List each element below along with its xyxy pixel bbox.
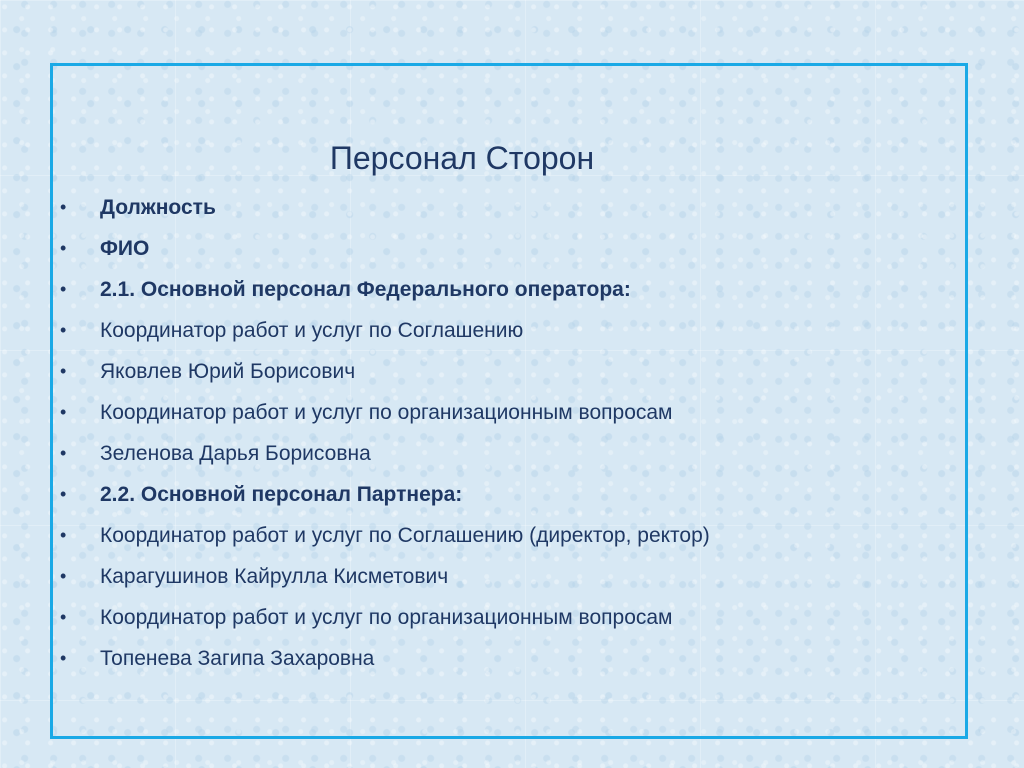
list-item-text: Топенева Загипа Захаровна [100, 647, 375, 670]
slide-title: Персонал Сторон [329, 140, 595, 176]
list-item [58, 392, 710, 433]
list-item [58, 351, 710, 392]
bullet-icon: • [60, 402, 67, 422]
bullet-icon: • [60, 361, 67, 381]
list-item [58, 515, 710, 556]
list-item-text: Координатор работ и услуг по организационным вопросам [100, 401, 673, 424]
bullet-icon: • [60, 197, 67, 217]
list-item [58, 556, 710, 597]
list-item-text: 2.1. Основной персонал Федерального оператора: [100, 278, 631, 301]
list-item-text: Координатор работ и услуг по Соглашению [100, 319, 524, 342]
bullet-icon: • [60, 607, 67, 627]
list-item [58, 310, 710, 351]
list-item [58, 187, 710, 228]
list-item-text: Карагушинов Кайрулла Кисметович [100, 565, 449, 588]
list-item-text: ФИО [100, 237, 150, 260]
list-item-text: Яковлев Юрий Борисович [100, 360, 356, 383]
bullet-icon: • [60, 484, 67, 504]
list-item [58, 638, 710, 679]
list-item-text: Координатор работ и услуг по Соглашению (директор, ректор) [100, 524, 710, 547]
bullet-list [58, 187, 710, 679]
list-item [58, 433, 710, 474]
bullet-icon: • [60, 525, 67, 545]
list-item-text: Должность [100, 196, 216, 219]
list-item [58, 228, 710, 269]
list-item [58, 269, 710, 310]
bullet-icon: • [60, 279, 67, 299]
bullet-icon: • [60, 238, 67, 258]
bullet-icon: • [60, 648, 67, 668]
list-item [58, 474, 710, 515]
list-item-text: Зеленова Дарья Борисовна [100, 442, 371, 465]
list-item-text: Координатор работ и услуг по организационным вопросам [100, 606, 673, 629]
list-item [58, 597, 710, 638]
list-item-text: 2.2. Основной персонал Партнера: [100, 483, 463, 506]
bullet-icon: • [60, 320, 67, 340]
bullet-icon: • [60, 443, 67, 463]
bullet-icon: • [60, 566, 67, 586]
